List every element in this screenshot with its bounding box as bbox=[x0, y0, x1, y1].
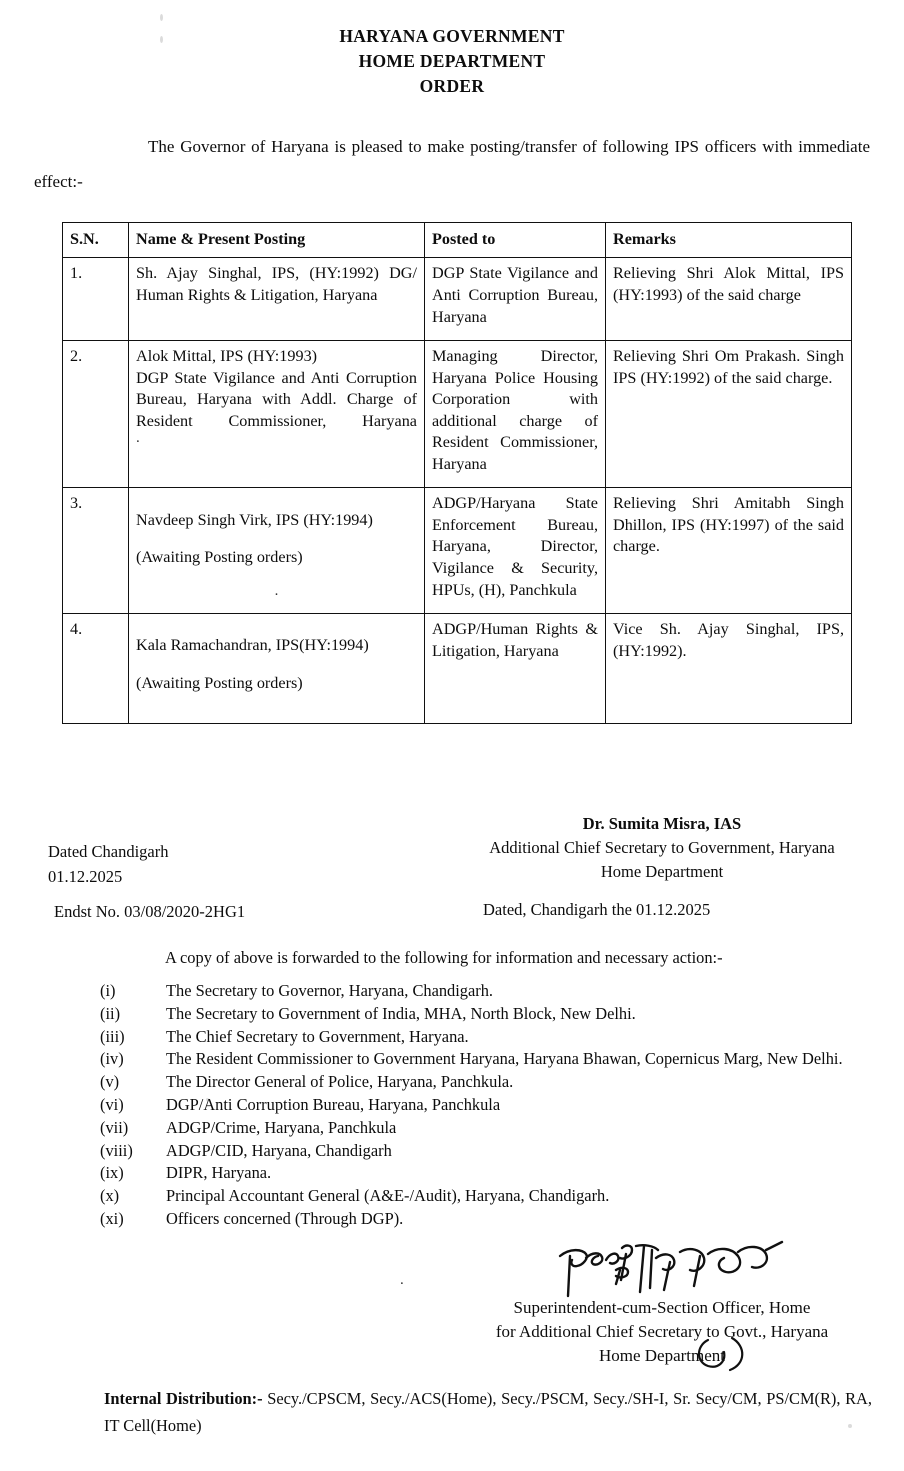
column-header-posted-to: Posted to bbox=[425, 222, 606, 258]
scan-speckle bbox=[160, 14, 163, 21]
list-item bbox=[100, 1208, 880, 1231]
cell-name-line-rest: DGP State Vigilance and Anti Corruption Bureau, Haryana with Addl. Charge of Resident Commissioner, Haryana bbox=[136, 368, 417, 430]
internal-distribution-text: Secy./CPSCM, Secy./ACS(Home), Secy./PSCM, Secy./SH-I, Sr. Secy/CM, PS/CM(R), RA, IT Cell(Home) bbox=[104, 1389, 872, 1435]
dated-place-block bbox=[48, 840, 169, 890]
list-item bbox=[100, 1185, 880, 1208]
table-header-row bbox=[63, 222, 852, 258]
list-item-number: (ii) bbox=[100, 1003, 121, 1023]
list-item bbox=[100, 1071, 880, 1094]
endorsement-dated: Dated, Chandigarh the 01.12.2025 bbox=[483, 900, 711, 919]
list-item bbox=[100, 1117, 880, 1140]
forwarding-intro: A copy of above is forwarded to the following for information and necessary action:- bbox=[165, 948, 723, 967]
internal-distribution bbox=[104, 1386, 872, 1439]
list-item bbox=[100, 980, 880, 1003]
cell-posted-to: Managing Director, Haryana Police Housing Corporation with additional charge of Resident Commissioner, Haryana bbox=[425, 341, 606, 488]
cell-name-line-1: Kala Ramachandran, IPS(HY:1994) bbox=[136, 636, 369, 655]
signature-flourish bbox=[688, 1336, 758, 1376]
header-line-department: HOME DEPARTMENT bbox=[358, 50, 546, 71]
cell-name-line-1: Navdeep Singh Virk, IPS (HY:1994) bbox=[136, 510, 373, 529]
intro-paragraph: The Governor of Haryana is pleased to make posting/transfer of following IPS officers with immediate effect:- bbox=[34, 136, 870, 192]
list-item-text: ADGP/Crime, Haryana, Panchkula bbox=[166, 1117, 397, 1137]
dated-date: 01.12.2025 bbox=[48, 866, 123, 886]
cell-name-line-2: (Awaiting Posting orders) bbox=[136, 548, 303, 567]
list-item bbox=[100, 1162, 880, 1185]
cell-sn: 3. bbox=[63, 488, 129, 614]
cell-sn: 1. bbox=[63, 258, 129, 341]
list-item-text: The Resident Commissioner to Government Haryana, Haryana Bhawan, Copernicus Marg, New Delhi. bbox=[166, 1049, 843, 1069]
postings-table bbox=[62, 222, 852, 724]
cell-remarks: Relieving Shri Amitabh Singh Dhillon, IPS (HY:1997) of the said charge. bbox=[606, 488, 852, 614]
list-item-text: The Secretary to Governor, Haryana, Chandigarh. bbox=[166, 981, 494, 1000]
scan-artifact-dot: . bbox=[400, 1272, 404, 1288]
list-item-number: (viii) bbox=[100, 1140, 133, 1160]
list-item-text: ADGP/CID, Haryana, Chandigarh bbox=[166, 1140, 392, 1160]
signatory-title: Superintendent-cum-Section Officer, Home bbox=[513, 1298, 811, 1317]
signatory-for-line: for Additional Chief Secretary to Govt., Haryana bbox=[495, 1322, 829, 1342]
cell-name-line-2: (Awaiting Posting orders) bbox=[136, 674, 303, 693]
cell-sn: 4. bbox=[63, 614, 129, 724]
document-header bbox=[0, 0, 904, 99]
cell-posted-to: DGP State Vigilance and Anti Corruption Bureau, Haryana bbox=[425, 258, 606, 341]
list-item-number: (i) bbox=[100, 981, 116, 1000]
internal-distribution-label: Internal Distribution:- bbox=[104, 1389, 263, 1408]
table-row bbox=[63, 258, 852, 341]
scan-artifact-dot: . bbox=[136, 430, 140, 447]
cell-name-posting bbox=[129, 488, 425, 614]
column-header-sn: S.N. bbox=[63, 222, 129, 258]
list-item bbox=[100, 1140, 880, 1163]
list-item-text: Principal Accountant General (A&E-/Audit), Haryana, Chandigarh. bbox=[166, 1186, 610, 1206]
signatory-block-top bbox=[452, 812, 872, 884]
table-row bbox=[63, 614, 852, 724]
cell-remarks: Vice Sh. Ajay Singhal, IPS, (HY:1992). bbox=[606, 614, 852, 724]
scan-speckle bbox=[160, 36, 163, 43]
signatory-designation: Additional Chief Secretary to Government, Haryana bbox=[489, 837, 835, 857]
cell-name-line-1: Alok Mittal, IPS (HY:1993) bbox=[136, 347, 318, 366]
header-line-government: HARYANA GOVERNMENT bbox=[339, 26, 565, 46]
cell-name-posting bbox=[129, 614, 425, 724]
list-item-number: (x) bbox=[100, 1186, 120, 1206]
signatory-department: Home Department bbox=[600, 861, 724, 881]
endorsement-number: Endst No. 03/08/2020-2HG1 bbox=[54, 902, 246, 921]
dated-place: Dated Chandigarh bbox=[48, 842, 169, 861]
list-item-number: (vii) bbox=[100, 1117, 129, 1137]
header-line-order: ORDER bbox=[419, 75, 485, 96]
signatory-department-bottom: Home Department bbox=[598, 1346, 726, 1366]
list-item-number: (v) bbox=[100, 1072, 120, 1092]
list-item-text: The Director General of Police, Haryana, Panchkula. bbox=[166, 1072, 514, 1092]
list-item-number: (xi) bbox=[100, 1208, 124, 1228]
list-item-number: (iii) bbox=[100, 1026, 125, 1046]
scan-artifact-dot: . bbox=[274, 583, 279, 600]
list-item-number: (iv) bbox=[100, 1049, 124, 1069]
column-header-name: Name & Present Posting bbox=[129, 222, 425, 258]
list-item-text: The Secretary to Government of India, MHA, North Block, New Delhi. bbox=[166, 1003, 636, 1023]
list-item-text: DGP/Anti Corruption Bureau, Haryana, Panchkula bbox=[166, 1094, 501, 1114]
signatory-block-bottom bbox=[452, 1296, 872, 1368]
cell-posted-to: ADGP/Human Rights & Litigation, Haryana bbox=[425, 614, 606, 724]
table-row bbox=[63, 488, 852, 614]
list-item-text: DIPR, Haryana. bbox=[166, 1163, 272, 1183]
forwarding-list bbox=[100, 980, 880, 1231]
list-item-text: The Chief Secretary to Government, Haryana. bbox=[166, 1026, 469, 1046]
cell-remarks: Relieving Shri Alok Mittal, IPS (HY:1993) of the said charge bbox=[606, 258, 852, 341]
order-table-container bbox=[0, 222, 904, 724]
cell-remarks: Relieving Shri Om Prakash. Singh IPS (HY:1992) of the said charge. bbox=[606, 341, 852, 488]
list-item-number: (ix) bbox=[100, 1163, 124, 1183]
signatory-name: Dr. Sumita Misra, IAS bbox=[582, 814, 742, 833]
list-item-number: (vi) bbox=[100, 1094, 124, 1114]
cell-name-posting bbox=[129, 341, 425, 488]
column-header-remarks: Remarks bbox=[606, 222, 852, 258]
cell-name-posting: Sh. Ajay Singhal, IPS, (HY:1992) DG/ Human Rights & Litigation, Haryana bbox=[129, 258, 425, 341]
list-item bbox=[100, 1094, 880, 1117]
list-item bbox=[100, 1003, 880, 1026]
list-item bbox=[100, 1048, 880, 1071]
cell-posted-to: ADGP/Haryana State Enforcement Bureau, Haryana, Director, Vigilance & Security, HPUs, (H), Panchkula bbox=[425, 488, 606, 614]
list-item bbox=[100, 1026, 880, 1049]
list-item-text: Officers concerned (Through DGP). bbox=[166, 1208, 404, 1228]
cell-sn: 2. bbox=[63, 341, 129, 488]
table-row bbox=[63, 341, 852, 488]
